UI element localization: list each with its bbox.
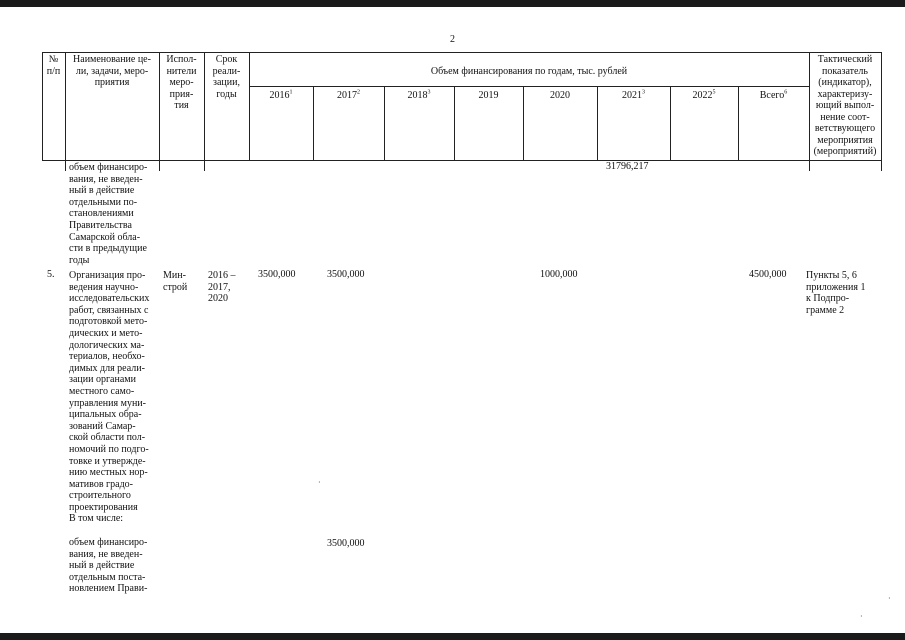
row5-2017-value: 3500,000: [327, 269, 365, 280]
header-no: № п/п: [46, 54, 61, 77]
row5-period: 2016 – 2017, 2020: [208, 270, 236, 305]
year-2020-header: 2020: [550, 90, 570, 101]
header-period: Срок реали- зации, годы: [212, 54, 241, 100]
row5-2016-value: 3500,000: [258, 269, 296, 280]
total-header: Всего$^6$: [759, 89, 788, 101]
row5-executor: Мин- строй: [163, 270, 188, 293]
scan-top-border: [0, 0, 905, 7]
year-2022-header: 2022$^5$: [692, 89, 716, 101]
continued-row-2021-value: 31796,217: [606, 161, 649, 172]
subrow-2017-value: 3500,000: [327, 538, 365, 549]
year-2016-header: 2016$^1$: [269, 89, 293, 101]
header-funding-title: Объем финансирования по годам, тыс. рублей: [430, 66, 628, 77]
page-number: 2: [450, 34, 455, 45]
row5-2020-value: 1000,000: [540, 269, 578, 280]
scan-speck: ·: [888, 594, 891, 603]
subrow-name: объем финансиро- вания, не введен- ный в действие отдельным поста- новлением Прави-: [69, 537, 148, 595]
header-name: Наименование це- ли, задачи, меро- приятия: [73, 54, 151, 88]
scan-speck: ·: [318, 478, 321, 487]
scan-bottom-border: [0, 633, 905, 640]
year-2018-header: 2018$^3$: [407, 89, 431, 101]
year-2019-header: 2019: [478, 90, 499, 101]
row5-number: 5.: [47, 269, 55, 280]
continued-row-name: объем финансиро- вания, не введен- ный в действие отдельными по- становлениями Правительства Самарской обла- сти в предыдущие годы: [69, 162, 148, 266]
row5-indicator: Пункты 5, 6 приложения 1 к Подпро- грамме 2: [806, 270, 866, 316]
year-2017-header: 2017$^2$: [337, 89, 360, 101]
scan-speck: ·: [860, 612, 863, 621]
row5-total-value: 4500,000: [749, 269, 787, 280]
row5-name: Организация про- ведения научно- исследовательских работ, связанных с подготовкой мето- дических и мето- дологических ма- териалов, необхо- димых для реали- зации органами местного само- управления муни- ципальных обра- зований Самар- ской области пол- номочий по подго- товке и утвержде- нию местных нор- мативов градо- строительного проектирования В том числе:: [69, 270, 150, 525]
header-indicator: Тактический показатель (индикатор), характеризу- ющий выпол- нение соот- ветствующего мероприятия (мероприятий): [813, 54, 877, 157]
year-2021-header: 2021$^3$: [622, 89, 645, 101]
header-executors: Испол- нители меро- прия- тия: [166, 54, 197, 111]
